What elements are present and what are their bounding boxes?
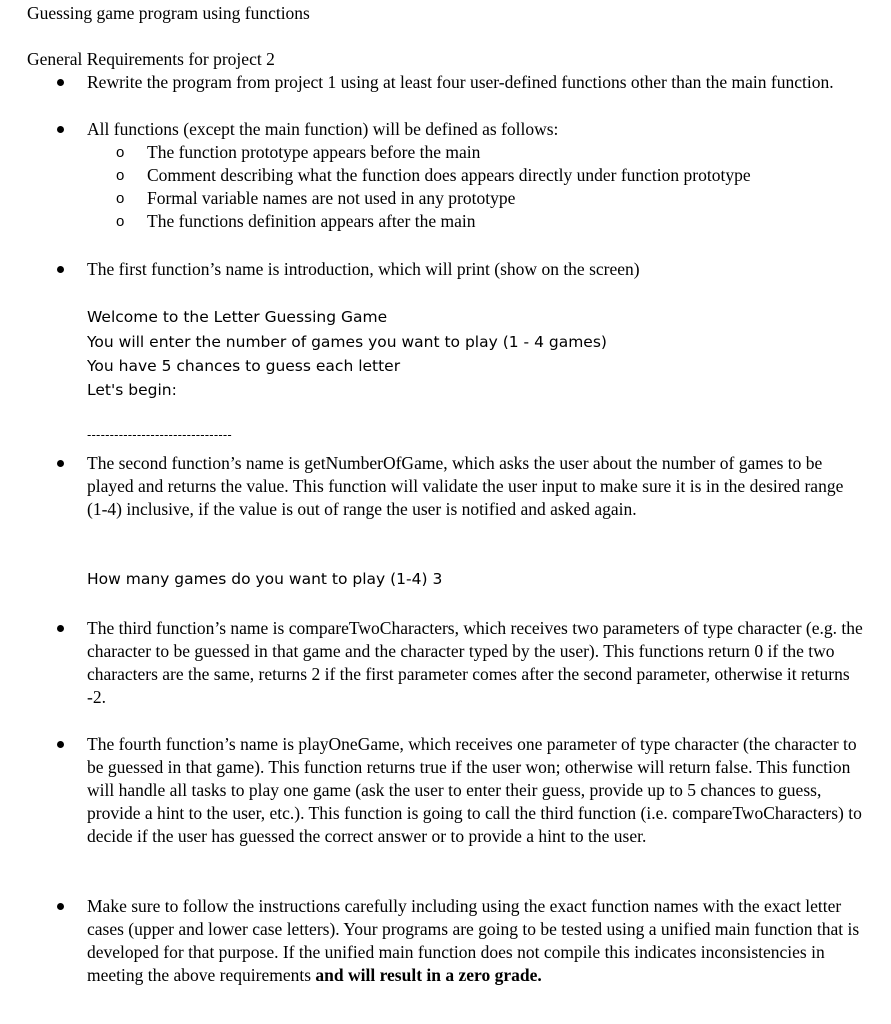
document-title: Guessing game program using functions	[27, 3, 310, 23]
intro-output-line-1: Welcome to the Letter Guessing Game	[87, 308, 388, 326]
requirement-7-emphasis: and will result in a zero grade.	[315, 965, 542, 985]
bullet-icon	[57, 617, 67, 640]
requirement-5: The third function’s name is compareTwoCharacters, which receives two parameters of type character (e.g. the character to be guessed in that game and the character typed by the user). This functions return 0 if the two characters are the same, returns 2 if the first parameter comes after the second parameter, otherwise it returns -2.	[87, 618, 863, 707]
bullet-icon	[57, 118, 67, 141]
separator-line: --------------------------------	[87, 428, 232, 442]
sub-item-3: Formal variable names are not used in any prototype	[147, 188, 516, 208]
requirement-1: Rewrite the program from project 1 using at least four user-defined functions other than the main function.	[87, 72, 834, 92]
requirement-6: The fourth function’s name is playOneGame, which receives one parameter of type character (the character to be guessed in that game). This function returns true if the user won; otherwise will return false. This function will handle all tasks to play one game (ask the user to enter their guess, provide up to 5 chances to guess, provide a hint to the user, etc.). This function is going to call the third function (i.e. compareTwoCharacters) to decide if the user has guessed the correct answer or to provide a hint to the user.	[87, 734, 862, 846]
bullet-icon	[57, 452, 67, 475]
sub-item-2: Comment describing what the function does appears directly under function prototype	[147, 165, 751, 185]
bullet-icon	[57, 71, 67, 94]
requirement-2: All functions (except the main function) will be defined as follows:	[87, 119, 559, 139]
intro-output-line-2: You will enter the number of games you want to play (1 - 4 games)	[87, 333, 607, 351]
bullet-icon	[57, 258, 67, 281]
requirement-3: The first function’s name is introduction, which will print (show on the screen)	[87, 259, 640, 279]
intro-output-line-4: Let's begin:	[87, 381, 177, 399]
bullet-icon	[57, 733, 67, 756]
requirement-7-text: Make sure to follow the instructions carefully including using the exact function names with the exact letter cases (upper and lower case letters). Your programs are going to be tested using a unified main function that is developed for that purpose. If the unified main function does not compile this indicates inconsistencies in meeting the above requirements	[87, 896, 860, 985]
intro-output-line-3: You have 5 chances to guess each letter	[87, 357, 401, 375]
sub-item-1: The function prototype appears before the main	[147, 142, 481, 162]
requirement-7	[87, 895, 867, 987]
sub-item-4: The functions definition appears after the main	[147, 211, 476, 231]
circle-bullet-icon: o	[116, 144, 125, 161]
circle-bullet-icon: o	[116, 190, 125, 207]
requirement-4: The second function’s name is getNumberOfGame, which asks the user about the number of games to be played and returns the value. This function will validate the user input to make sure it is in the desired range (1-4) inclusive, if the value is out of range the user is notified and asked again.	[87, 453, 844, 519]
bullet-icon	[57, 895, 67, 918]
circle-bullet-icon: o	[116, 213, 125, 230]
prompt-example: How many games do you want to play (1-4) 3	[87, 570, 443, 588]
circle-bullet-icon: o	[116, 167, 125, 184]
section-heading: General Requirements for project 2	[27, 49, 275, 69]
